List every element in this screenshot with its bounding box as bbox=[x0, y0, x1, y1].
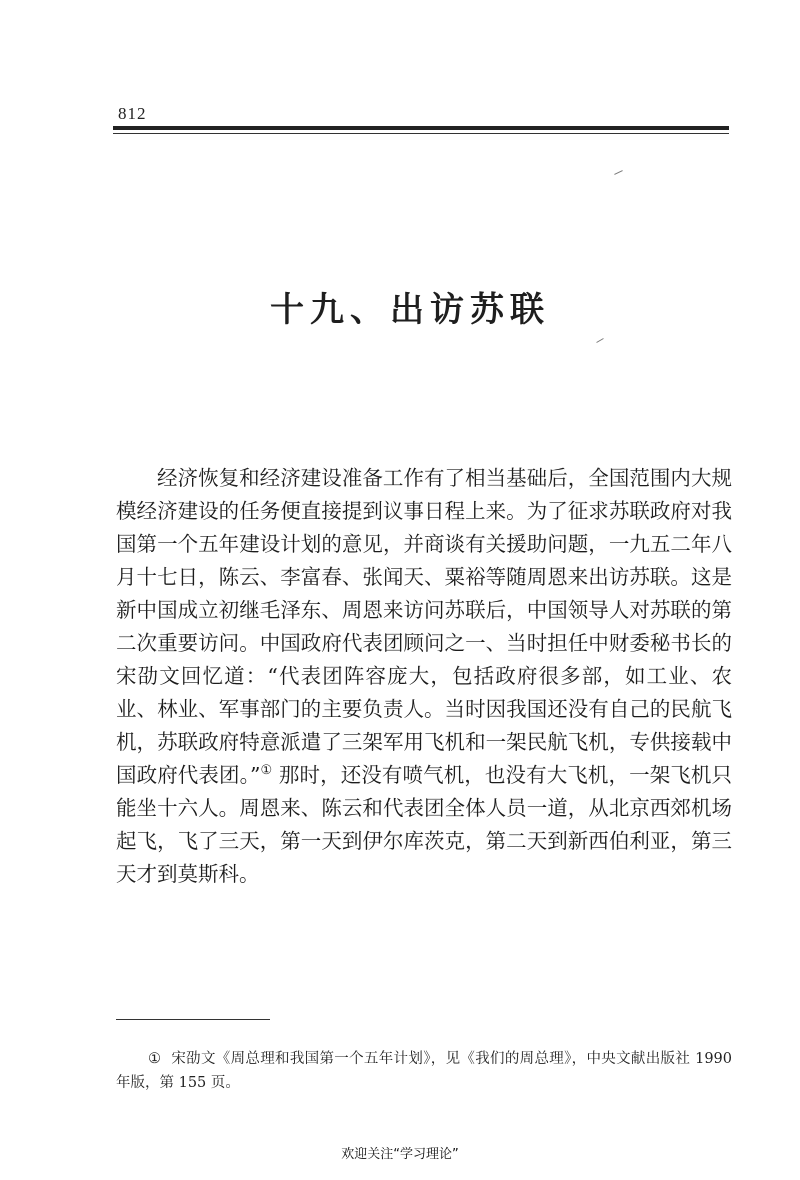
scan-speck bbox=[614, 170, 623, 175]
footnote bbox=[116, 1047, 732, 1095]
header-rule-thick bbox=[113, 126, 729, 130]
page-number: 812 bbox=[118, 104, 147, 123]
promo-caption: 欢迎关注“学习理论” bbox=[341, 1147, 459, 1162]
chapter-title: 十九、出访苏联 bbox=[270, 290, 550, 330]
header-rule-thin bbox=[113, 133, 729, 134]
footnote-reference[interactable]: ① bbox=[260, 763, 273, 779]
body-paragraph bbox=[116, 462, 732, 891]
body-text bbox=[116, 462, 732, 891]
paragraph-continuation: 那时，还没有喷气机，也没有大飞机，一架飞机只能坐十六人。周恩来、陈云和代表团全体人员一道，从北京西郊机场起飞，飞了三天，第一天到伊尔库茨克，第二天到新西伯利亚，第三天才到莫斯科。 bbox=[116, 763, 733, 886]
footnote-marker: ① bbox=[148, 1051, 162, 1067]
paragraph-text: 经济恢复和经济建设准备工作有了相当基础后，全国范围内大规模经济建设的任务便直接提到议事日程上来。为了征求苏联政府对我国第一个五年建设计划的意见，并商谈有关援助问题，一九五二年八月十七日，陈云、李富春、张闻天、粟裕等随周恩来出访苏联。这是新中国成立初继毛泽东、周恩来访问苏联后，中国领导人对苏联的第二次重要访问。中国政府代表团顾问之一、当时担任中财委秘书长的宋劭文回忆道：“代表团阵容庞大，包括政府很多部，如工业、农业、林业、军事部门的主要负责人。当时因我国还没有自己的民航飞机，苏联政府特意派遣了三架军用飞机和一架民航飞机，专供接载中国政府代表团。” bbox=[116, 466, 732, 787]
scan-speck bbox=[596, 338, 603, 343]
footnote-text: 宋劭文《周总理和我国第一个五年计划》，见《我们的周总理》，中央文献出版社 1990 年版，第 155 页。 bbox=[116, 1051, 733, 1091]
footnote-rule bbox=[116, 1019, 270, 1020]
